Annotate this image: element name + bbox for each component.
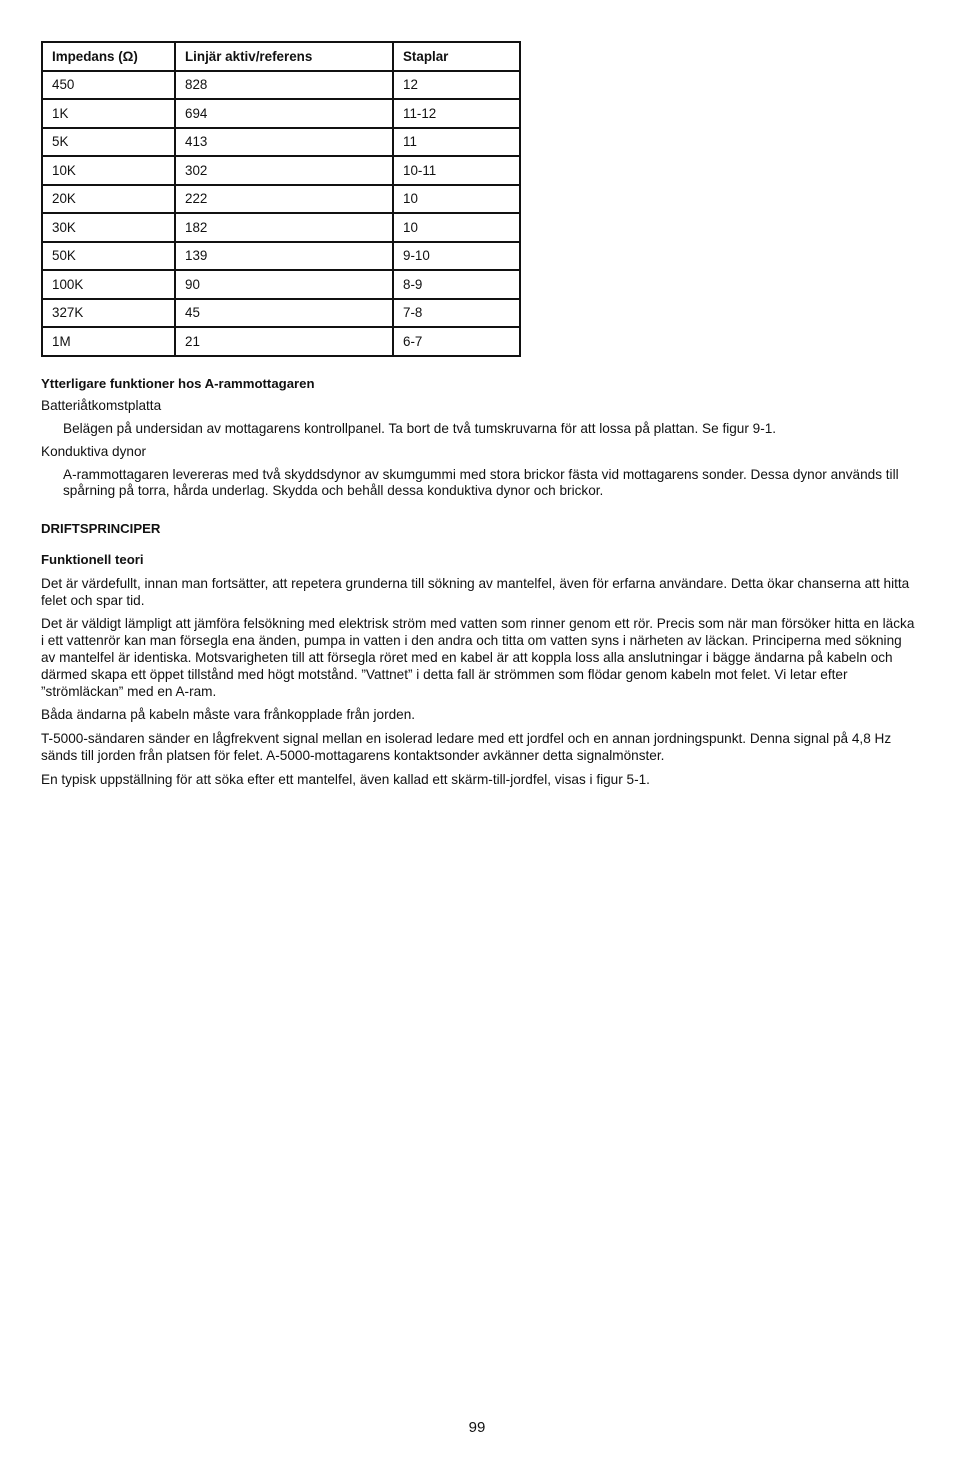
- cell-bars: 11-12: [393, 99, 520, 128]
- table-row: [42, 128, 520, 157]
- table-header-row: [42, 42, 520, 71]
- table-row: [42, 99, 520, 128]
- table-body: [42, 71, 520, 356]
- table-row: [42, 327, 520, 356]
- document-page: [41, 41, 915, 789]
- battery-plate-label: Batteriåtkomstplatta: [41, 398, 162, 414]
- column-header-linear: Linjär aktiv/referens: [175, 42, 393, 71]
- cell-linear: 413: [175, 128, 393, 157]
- subheading-functional-theory: Funktionell teori: [41, 552, 144, 568]
- cell-linear: 139: [175, 242, 393, 271]
- cell-bars: 12: [393, 71, 520, 100]
- cell-linear: 694: [175, 99, 393, 128]
- table-row: [42, 185, 520, 214]
- cell-linear: 302: [175, 156, 393, 185]
- cell-impedance: 50K: [42, 242, 175, 271]
- table-row: [42, 156, 520, 185]
- table-row: [42, 213, 520, 242]
- section-heading-principles: DRIFTSPRINCIPER: [41, 521, 161, 537]
- cell-impedance: 1K: [42, 99, 175, 128]
- column-header-impedance: Impedans (Ω): [42, 42, 175, 71]
- paragraph-4: T-5000-sändaren sänder en lågfrekvent signal mellan en isolerad ledare med ett jordfel och en annan jordningspunkt. Denna signal på 4,8 Hz sänds till jorden från platsen för felet. A-5000-mottagarens kontaktsonder avkänner detta signalmönster.: [41, 731, 892, 764]
- cell-impedance: 100K: [42, 270, 175, 299]
- paragraph-1: Det är värdefullt, innan man fortsätter, att repetera grunderna till sökning av mantelfel, även för erfarna användare. Detta ökar chanserna att hitta felet och spar tid.: [41, 575, 910, 608]
- cell-impedance: 10K: [42, 156, 175, 185]
- features-heading: Ytterligare funktioner hos A-rammottagaren: [41, 375, 315, 391]
- cell-impedance: 20K: [42, 185, 175, 214]
- cell-bars: 8-9: [393, 270, 520, 299]
- paragraph-5: En typisk uppställning för att söka efter ett mantelfel, även kallad ett skärm-till-jordfel, visas i figur 5-1.: [41, 771, 650, 787]
- column-header-bars: Staplar: [393, 42, 520, 71]
- cell-bars: 10: [393, 185, 520, 214]
- cell-bars: 9-10: [393, 242, 520, 271]
- conductive-pads-label: Konduktiva dynor: [41, 443, 147, 459]
- page-number: 99: [468, 1419, 486, 1436]
- cell-bars: 10: [393, 213, 520, 242]
- battery-plate-text: Belägen på undersidan av mottagarens kontrollpanel. Ta bort de två tumskruvarna för att lossa på plattan. Se figur 9-1.: [63, 421, 777, 437]
- table-row: [42, 71, 520, 100]
- cell-impedance: 327K: [42, 299, 175, 328]
- cell-bars: 11: [393, 128, 520, 157]
- paragraph-3: Båda ändarna på kabeln måste vara frånkopplade från jorden.: [41, 707, 416, 723]
- cell-impedance: 1M: [42, 327, 175, 356]
- impedance-table: [41, 41, 521, 357]
- cell-linear: 222: [175, 185, 393, 214]
- cell-bars: 6-7: [393, 327, 520, 356]
- table-row: [42, 242, 520, 271]
- cell-impedance: 5K: [42, 128, 175, 157]
- cell-linear: 828: [175, 71, 393, 100]
- table-row: [42, 299, 520, 328]
- cell-impedance: 450: [42, 71, 175, 100]
- cell-bars: 10-11: [393, 156, 520, 185]
- cell-linear: 182: [175, 213, 393, 242]
- cell-linear: 21: [175, 327, 393, 356]
- cell-linear: 45: [175, 299, 393, 328]
- cell-linear: 90: [175, 270, 393, 299]
- conductive-pads-text: A-rammottagaren levereras med två skyddsdynor av skumgummi med stora brickor fästa vid mottagarens sonder. Dessa dynor används till spårning på torra, hårda underlag. Skydda och behåll dessa konduktiva dynor och brickor.: [63, 466, 899, 499]
- paragraph-2: Det är väldigt lämpligt att jämföra felsökning med elektrisk ström med vatten som rinner genom ett rör. Precis som när man försöker hitta en läcka i ett vattenrör kan man försegla ena änden, pumpa in vatten i den andra och titta om vatten syns i närheten av läckan. Principerna med sökning av mantelfel är identiska. Motsvarigheten till att försegla röret med en kabel är att koppla loss alla anslutningar i bägge ändarna på kabeln och därmed skapa ett öppet tillstånd med högt motstånd. ”Vattnet” i detta fall är strömmen som flödar genom kabeln mot felet. Vi letar efter ”strömläckan” med en A-ram.: [41, 616, 915, 699]
- cell-bars: 7-8: [393, 299, 520, 328]
- table-row: [42, 270, 520, 299]
- cell-impedance: 30K: [42, 213, 175, 242]
